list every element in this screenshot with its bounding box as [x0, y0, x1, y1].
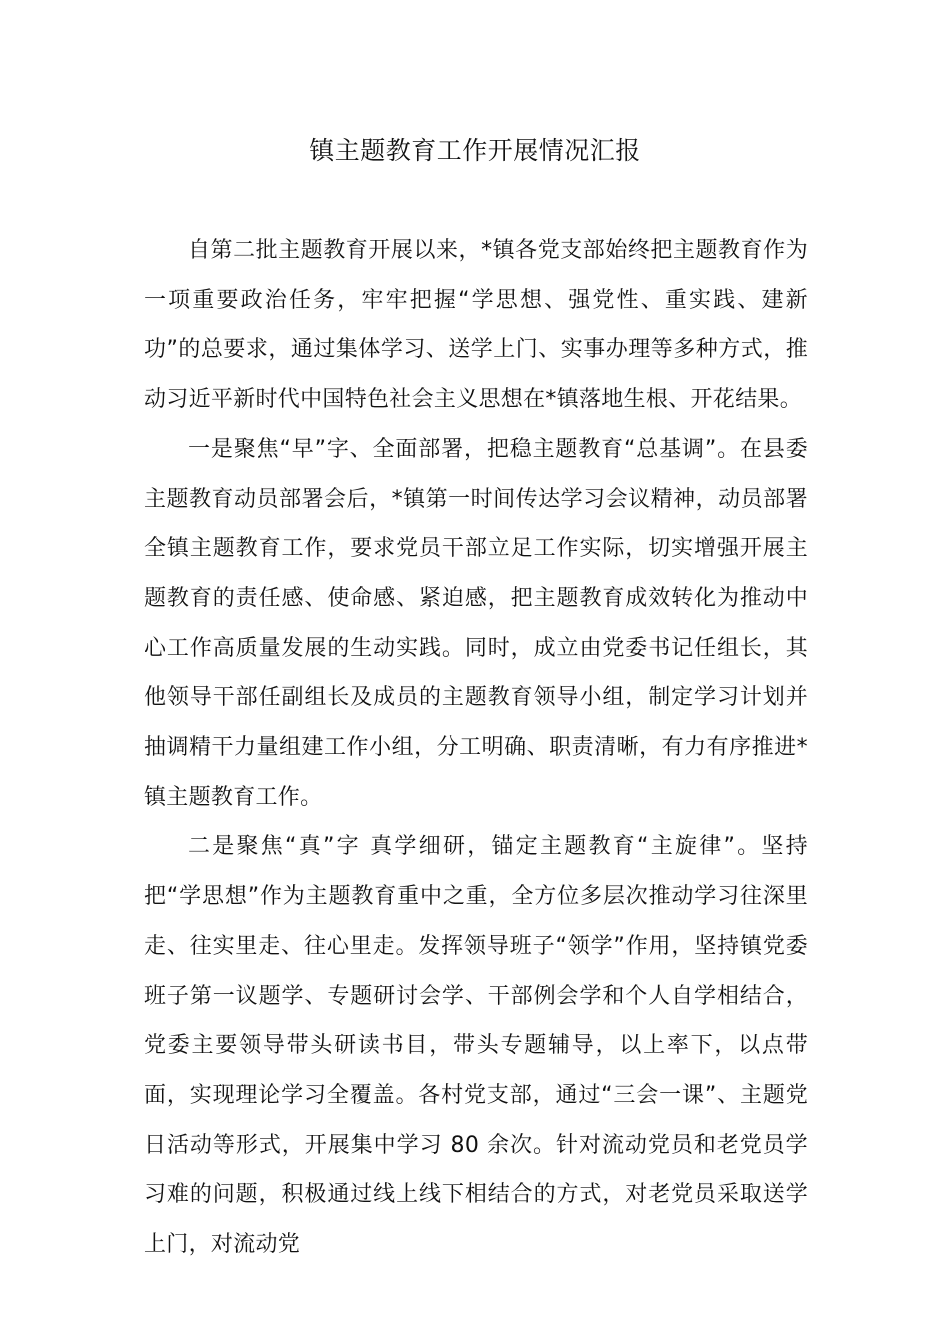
paragraph-point-two: 二是聚焦“真”字 真学细研，锚定主题教育“主旋律”。坚持把“学思想”作为主题教育重中之重，全方位多层次推动学习往深里走、往实里走、往心里走。发挥领导班子“领学”作用，坚持镇党委班子第一议题学、专题研讨会学、干部例会学和个人自学相结合，党委主要领导带头研读书目，带头专题辅导，以上率下，以点带面，实现理论学习全覆盖。各村党支部，通过“三会一课”、主题党日活动等形式，开展集中学习 80 余次。针对流动党员和老党员学习难的问题，积极通过线上线下相结合的方式，对老党员采取送学上门，对流动党	[144, 834, 808, 1258]
paragraph-intro: 自第二批主题教育开展以来，*镇各党支部始终把主题教育作为一项重要政治任务，牢牢把握“学思想、强党性、重实践、建新功”的总要求，通过集体学习、送学上门、实事办理等多种方式，推动习近平新时代中国特色社会主义思想在*镇落地生根、开花结果。	[144, 238, 808, 413]
document-body	[144, 226, 808, 1270]
paragraph-point-one: 一是聚焦“早”字、全面部署，把稳主题教育“总基调”。在县委主题教育动员部署会后，*镇第一时间传达学习会议精神，动员部署全镇主题教育工作，要求党员干部立足工作实际，切实增强开展主题教育的责任感、使命感、紧迫感，把主题教育成效转化为推动中心工作高质量发展的生动实践。同时，成立由党委书记任组长，其他领导干部任副组长及成员的主题教育领导小组，制定学习计划并抽调精干力量组建工作小组，分工明确、职责清晰，有力有序推进*镇主题教育工作。	[144, 436, 808, 810]
document-title: 镇主题教育工作开展情况汇报	[309, 136, 641, 165]
